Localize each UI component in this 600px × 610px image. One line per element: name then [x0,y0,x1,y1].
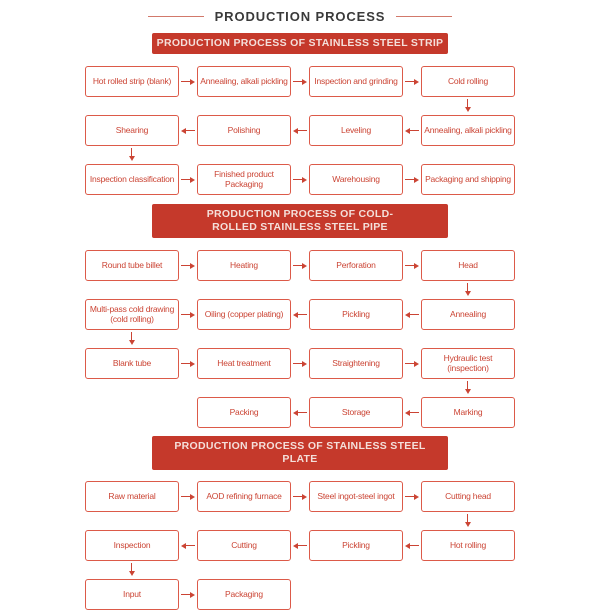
process-box: Multi-pass cold drawing (cold rolling) [85,299,179,330]
flow-pipe [85,250,515,428]
arrow-right-icon [179,348,197,379]
process-box: Pickling [309,299,403,330]
process-box: Raw material [85,481,179,512]
flow-row [85,530,515,561]
process-box: Packing [197,397,291,428]
arrow-left-icon [179,530,197,561]
connector-row [85,146,515,164]
arrow-down-icon [129,148,135,161]
process-box: Round tube billet [85,250,179,281]
process-box: Packaging and shipping [421,164,515,195]
process-box: Storage [309,397,403,428]
flow-row [85,348,515,379]
arrow-right-icon [179,579,197,610]
spacer [291,579,309,610]
arrow-down-icon [465,514,471,527]
arrow-right-icon [291,481,309,512]
arrow-right-icon [179,250,197,281]
arrow-down-icon [465,381,471,394]
connector-row [85,281,515,299]
connector-row [85,512,515,530]
flow-row [85,115,515,146]
flow-row [85,481,515,512]
connector-row [85,379,515,397]
process-box: Hydraulic test (inspection) [421,348,515,379]
page-header [0,8,600,24]
arrow-right-icon [291,348,309,379]
flow-row [85,164,515,195]
process-box: Hot rolled strip (blank) [85,66,179,97]
process-box: AOD refining furnace [197,481,291,512]
arrow-left-icon [291,299,309,330]
process-box: Packaging [197,579,291,610]
process-box: Annealing [421,299,515,330]
arrow-down-icon [465,283,471,296]
process-box: Heat treatment [197,348,291,379]
arrow-down-icon [465,99,471,112]
process-box: Warehousing [309,164,403,195]
process-box: Inspection classification [85,164,179,195]
process-box: Heating [197,250,291,281]
process-box: Inspection and grinding [309,66,403,97]
process-box: Oiling (copper plating) [197,299,291,330]
arrow-right-icon [403,250,421,281]
connector-row [85,561,515,579]
arrow-left-icon [179,115,197,146]
arrow-right-icon [403,66,421,97]
arrow-right-icon [291,164,309,195]
arrow-right-icon [291,66,309,97]
process-box: Finished product Packaging [197,164,291,195]
arrow-left-icon [403,530,421,561]
flow-row [85,250,515,281]
process-box: Polishing [197,115,291,146]
arrow-left-icon [291,397,309,428]
process-box: Steel ingot-steel ingot [309,481,403,512]
title-rule-left [148,16,204,17]
process-box: Hot rolling [421,530,515,561]
process-box: Straightening [309,348,403,379]
empty-slot [309,579,403,610]
empty-slot [421,579,515,610]
spacer [403,579,421,610]
process-box: Annealing, alkali pickling [197,66,291,97]
flow-plate [85,481,515,610]
connector-row [85,97,515,115]
arrow-right-icon [179,299,197,330]
process-box: Head [421,250,515,281]
arrow-down-icon [129,563,135,576]
process-box: Shearing [85,115,179,146]
section-banner-plate: PRODUCTION PROCESS OF STAINLESS STEEL PLATE [152,436,448,470]
flow-row [85,66,515,97]
section-banner-pipe: PRODUCTION PROCESS OF COLD-ROLLED STAINLESS STEEL PIPE [152,204,448,238]
arrow-right-icon [403,348,421,379]
arrow-right-icon [179,66,197,97]
arrow-right-icon [179,164,197,195]
process-box: Perforation [309,250,403,281]
arrow-right-icon [403,164,421,195]
process-box: Leveling [309,115,403,146]
page-title: PRODUCTION PROCESS [214,8,386,24]
arrow-left-icon [403,397,421,428]
process-box: Input [85,579,179,610]
arrow-down-icon [129,332,135,345]
process-box: Blank tube [85,348,179,379]
flow-row [85,579,515,610]
arrow-right-icon [403,481,421,512]
process-box: Cutting head [421,481,515,512]
arrow-left-icon [291,115,309,146]
process-box: Inspection [85,530,179,561]
arrow-left-icon [403,115,421,146]
flow-row [85,299,515,330]
empty-slot [85,397,179,428]
section-banner-strip: PRODUCTION PROCESS OF STAINLESS STEEL STRIP [152,33,448,54]
connector-row [85,330,515,348]
spacer [179,397,197,428]
arrow-right-icon [179,481,197,512]
flow-strip [85,66,515,195]
arrow-right-icon [291,250,309,281]
process-box: Pickling [309,530,403,561]
process-box: Cutting [197,530,291,561]
process-box: Cold rolling [421,66,515,97]
flow-row [85,397,515,428]
arrow-left-icon [403,299,421,330]
arrow-left-icon [291,530,309,561]
process-box: Annealing, alkali pickling [421,115,515,146]
process-box: Marking [421,397,515,428]
title-rule-right [396,16,452,17]
